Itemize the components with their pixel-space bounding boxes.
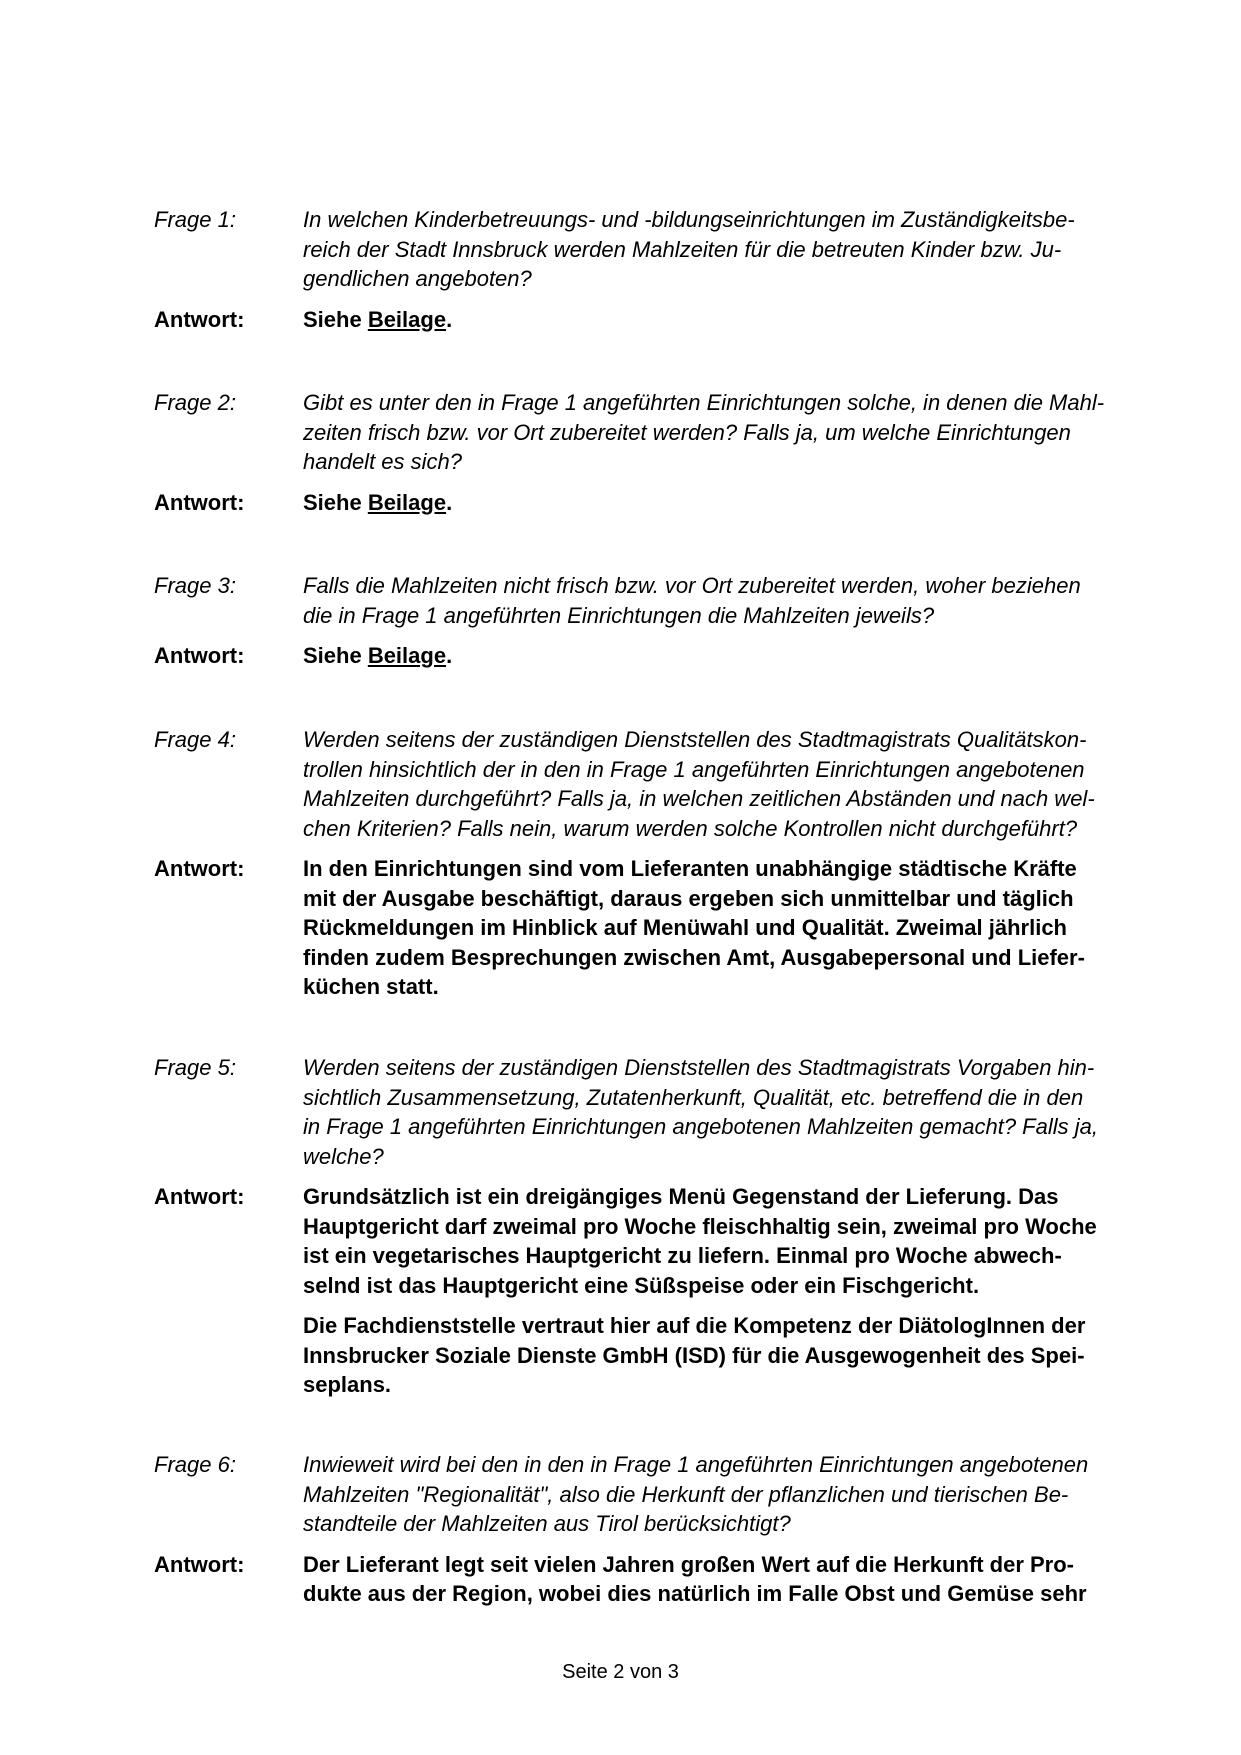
question-line: zeiten frisch bzw. vor Ort zubereitet werden? Falls ja, um welche Einrichtungen <box>303 419 1071 445</box>
answer-label: Antwort: <box>154 1184 245 1209</box>
question-line: handelt es sich? <box>303 449 462 474</box>
question-label: Frage 4: <box>154 727 236 752</box>
question-label: Frage 1: <box>154 207 236 232</box>
answer-line: dukte aus der Region, wobei dies natürlich im Falle Obst und Gemüse sehr <box>303 1581 1087 1606</box>
answer-line: mit der Ausgabe beschäftigt, daraus ergeben sich unmittelbar und täglich <box>303 885 1074 911</box>
question-row <box>154 1450 1144 1539</box>
question-text <box>303 725 1139 843</box>
answer-line: selnd ist das Hauptgericht eine Süßspeise oder ein Fischgericht. <box>303 1272 980 1298</box>
question-line: In welchen Kinderbetreuungs- und -bildungseinrichtungen im Zuständigkeitsbe- <box>303 207 1075 232</box>
question-text <box>303 1053 1139 1171</box>
question-row <box>154 571 1144 630</box>
answer-prefix: Siehe <box>303 306 368 332</box>
qa-block-4 <box>154 725 1144 1002</box>
answer-paragraph <box>303 1182 1139 1300</box>
question-label: Frage 5: <box>154 1055 236 1080</box>
answer-row <box>154 305 1144 335</box>
answer-suffix: . <box>446 643 453 668</box>
question-line: chen Kriterien? Falls nein, warum werden solche Kontrollen nicht durchgeführt? <box>303 815 1078 841</box>
question-line: sichtlich Zusammensetzung, Zutatenherkunft, Qualität, etc. betreffend die in den <box>303 1084 1084 1110</box>
question-line: gendlichen angeboten? <box>303 266 532 291</box>
answer-label: Antwort: <box>154 856 245 881</box>
answer-line: In den Einrichtungen sind vom Lieferanten unabhängige städtische Kräfte <box>303 856 1077 881</box>
question-row <box>154 205 1144 294</box>
answer-line: Die Fachdienststelle vertraut hier auf die Kompetenz der DiätologInnen der <box>303 1313 1086 1338</box>
answer-text <box>303 1550 1139 1609</box>
answer-text <box>303 854 1139 1002</box>
qa-block-3 <box>154 571 1144 671</box>
answer-text <box>303 488 1139 518</box>
answer-row <box>154 1550 1144 1609</box>
answer-row <box>154 641 1144 671</box>
answer-suffix: . <box>446 306 453 332</box>
question-label: Frage 6: <box>154 1452 236 1477</box>
answer-line: Rückmeldungen im Hinblick auf Menüwahl und Qualität. Zweimal jährlich <box>303 915 1067 940</box>
answer-line: Der Lieferant legt seit vielen Jahren großen Wert auf die Herkunft der Pro- <box>303 1551 1074 1577</box>
answer-line: seplans. <box>303 1372 392 1397</box>
question-row <box>154 388 1144 477</box>
question-line: reich der Stadt Innsbruck werden Mahlzeiten für die betreuten Kinder bzw. Ju- <box>303 236 1062 262</box>
answer-text <box>303 305 1139 335</box>
question-line: Gibt es unter den in Frage 1 angeführten Einrichtungen solche, in denen die Mahl- <box>303 390 1105 415</box>
question-line: Werden seitens der zuständigen Dienststellen des Stadtmagistrats Vorgaben hin- <box>303 1055 1095 1080</box>
question-text <box>303 388 1139 477</box>
question-line: welche? <box>303 1143 384 1169</box>
answer-line: finden zudem Besprechungen zwischen Amt, Ausgabepersonal und Liefer- <box>303 944 1085 970</box>
answer-text <box>303 1182 1139 1400</box>
answer-prefix: Siehe <box>303 643 368 668</box>
question-text <box>303 205 1139 294</box>
answer-row <box>154 854 1144 1002</box>
answer-text <box>303 641 1139 671</box>
qa-block-2 <box>154 388 1144 517</box>
qa-block-5 <box>154 1053 1144 1400</box>
qa-block-6 <box>154 1450 1144 1609</box>
answer-label: Antwort: <box>154 306 245 332</box>
answer-row <box>154 1182 1144 1400</box>
beilage-link[interactable]: Beilage <box>367 306 447 332</box>
question-line: Falls die Mahlzeiten nicht frisch bzw. vor Ort zubereitet werden, woher beziehen <box>303 573 1081 598</box>
question-label: Frage 3: <box>154 573 236 598</box>
answer-line: ist ein vegetarisches Hauptgericht zu liefern. Einmal pro Woche abwech- <box>303 1243 1062 1268</box>
answer-label: Antwort: <box>154 643 245 668</box>
answer-line: Innsbrucker Soziale Dienste GmbH (ISD) für die Ausgewogenheit des Spei- <box>303 1342 1085 1368</box>
question-text <box>303 571 1139 630</box>
answer-line: Hauptgericht darf zweimal pro Woche fleischhaltig sein, zweimal pro Woche <box>303 1213 1097 1239</box>
beilage-link[interactable]: Beilage <box>367 489 447 515</box>
answer-label: Antwort: <box>154 1551 245 1577</box>
beilage-link[interactable]: Beilage <box>367 643 447 668</box>
answer-line: küchen statt. <box>303 974 439 999</box>
question-row <box>154 725 1144 843</box>
answer-prefix: Siehe <box>303 489 368 515</box>
question-line: Mahlzeiten "Regionalität", also die Herkunft der pflanzlichen und tierischen Be- <box>303 1481 1069 1507</box>
answer-line: Grundsätzlich ist ein dreigängiges Menü Gegenstand der Lieferung. Das <box>303 1184 1059 1209</box>
question-line: in Frage 1 angeführten Einrichtungen angebotenen Mahlzeiten gemacht? Falls ja, <box>303 1114 1098 1139</box>
question-line: trollen hinsichtlich der in den in Frage 1 angeführten Einrichtungen angebotenen <box>303 756 1085 782</box>
question-line: Inwieweit wird bei den in den in Frage 1 angeführten Einrichtungen angebotenen <box>303 1452 1089 1477</box>
question-row <box>154 1053 1144 1171</box>
question-line: Werden seitens der zuständigen Dienststellen des Stadtmagistrats Qualitätskon- <box>303 727 1087 752</box>
qa-block-1 <box>154 205 1144 334</box>
answer-label: Antwort: <box>154 489 245 515</box>
question-line: standteile der Mahlzeiten aus Tirol berücksichtigt? <box>303 1511 791 1536</box>
question-line: die in Frage 1 angeführten Einrichtungen die Mahlzeiten jeweils? <box>303 602 935 628</box>
page-number: Seite 2 von 3 <box>562 1661 679 1683</box>
answer-row <box>154 488 1144 518</box>
question-line: Mahlzeiten durchgeführt? Falls ja, in welchen zeitlichen Abständen und nach wel- <box>303 786 1095 811</box>
question-text <box>303 1450 1139 1539</box>
question-label: Frage 2: <box>154 390 236 415</box>
answer-paragraph <box>303 1311 1139 1400</box>
answer-suffix: . <box>446 489 453 515</box>
